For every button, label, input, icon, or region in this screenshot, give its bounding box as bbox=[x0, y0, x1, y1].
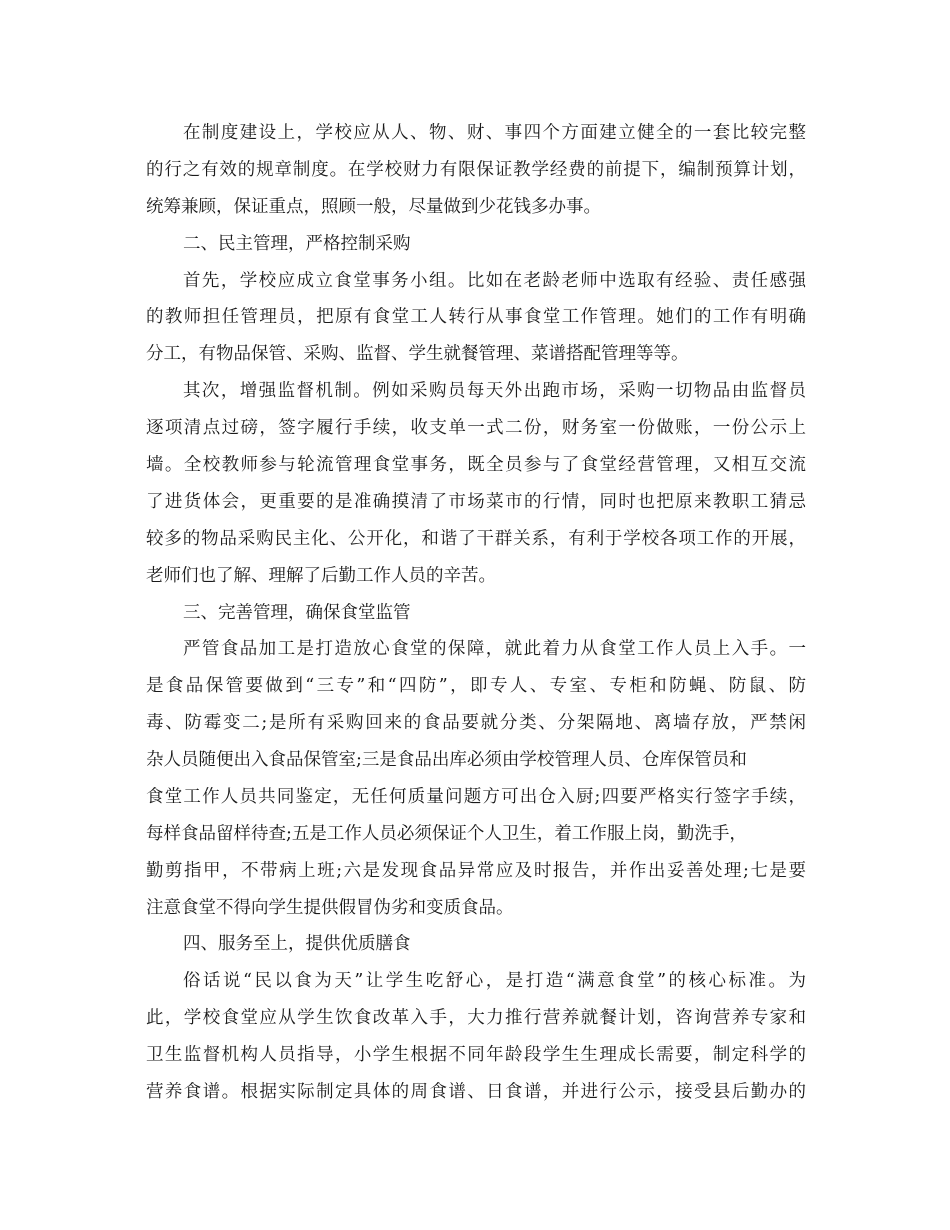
paragraph-line: 较多的物品采购民主化、公开化，和谐了干群关系，有利于学校各项工作的开展， bbox=[146, 529, 806, 549]
paragraph-line: 俗话说“民以食为天”让学生吃舒心，是打造“满意食堂”的核心标准。为 bbox=[183, 971, 806, 991]
paragraph-line: 逐项清点过磅，签字履行手续，收支单一式二份，财务室一份做账，一份公示上 bbox=[146, 418, 806, 438]
paragraph-line: 是食品保管要做到“三专”和“四防”，即专人、专室、专柜和防蝇、防鼠、防 bbox=[146, 676, 806, 696]
paragraph-line: 严管食品加工是打造放心食堂的保障，就此着力从食堂工作人员上入手。一 bbox=[183, 639, 806, 659]
paragraph-line: 勤剪指甲，不带病上班;六是发现食品异常应及时报告，并作出妥善处理;七是要 bbox=[146, 861, 806, 881]
paragraph-line: 杂人员随便出入食品保管室;三是食品出库必须由学校管理人员、仓库保管员和 bbox=[146, 750, 747, 770]
paragraph-line: 的教师担任管理员，把原有食堂工人转行从事食堂工作管理。她们的工作有明确 bbox=[146, 307, 806, 327]
paragraph-line: 其次，增强监督机制。例如采购员每天外出跑市场，采购一切物品由监督员 bbox=[183, 381, 806, 401]
paragraph-line: 统筹兼顾，保证重点，照顾一般，尽量做到少花钱多办事。 bbox=[146, 197, 601, 217]
paragraph-line: 每样食品留样待查;五是工作人员必须保证个人卫生，着工作服上岗，勤洗手， bbox=[146, 824, 747, 844]
section-heading: 三、完善管理，确保食堂监管 bbox=[183, 603, 411, 623]
section-heading: 四、服务至上，提供优质膳食 bbox=[183, 934, 411, 954]
paragraph-line: 注意食堂不得向学生提供假冒伪劣和变质食品。 bbox=[146, 898, 514, 918]
paragraph-line: 营养食谱。根据实际制定具体的周食谱、日食谱，并进行公示，接受县后勤办的 bbox=[146, 1082, 806, 1102]
paragraph-line: 了进货体会，更重要的是准确摸清了市场菜市的行情，同时也把原来教职工猜忌 bbox=[146, 492, 806, 512]
paragraph-line: 分工，有物品保管、采购、监督、学生就餐管理、菜谱搭配管理等等。 bbox=[146, 344, 689, 364]
paragraph-line: 首先，学校应成立食堂事务小组。比如在老龄老师中选取有经验、责任感强 bbox=[183, 271, 806, 291]
paragraph-line: 毒、防霉变二;是所有采购回来的食品要就分类、分架隔地、离墙存放，严禁闲 bbox=[146, 713, 806, 733]
paragraph-line: 在制度建设上，学校应从人、物、财、事四个方面建立健全的一套比较完整 bbox=[183, 123, 806, 143]
paragraph-line: 此，学校食堂应从学生饮食改革入手，大力推行营养就餐计划，咨询营养专家和 bbox=[146, 1008, 806, 1028]
paragraph-line: 食堂工作人员共同鉴定，无任何质量问题方可出仓入厨;四要严格实行签字手续， bbox=[146, 787, 806, 807]
section-heading: 二、民主管理，严格控制采购 bbox=[183, 234, 411, 254]
paragraph-line: 墙。全校教师参与轮流管理食堂事务，既全员参与了食堂经营管理，又相互交流 bbox=[146, 455, 806, 475]
paragraph-line: 老师们也了解、理解了后勤工作人员的辛苦。 bbox=[146, 566, 496, 586]
paragraph-line: 卫生监督机构人员指导，小学生根据不同年龄段学生生理成长需要，制定科学的 bbox=[146, 1045, 806, 1065]
paragraph-line: 的行之有效的规章制度。在学校财力有限保证教学经费的前提下，编制预算计划， bbox=[146, 160, 806, 180]
